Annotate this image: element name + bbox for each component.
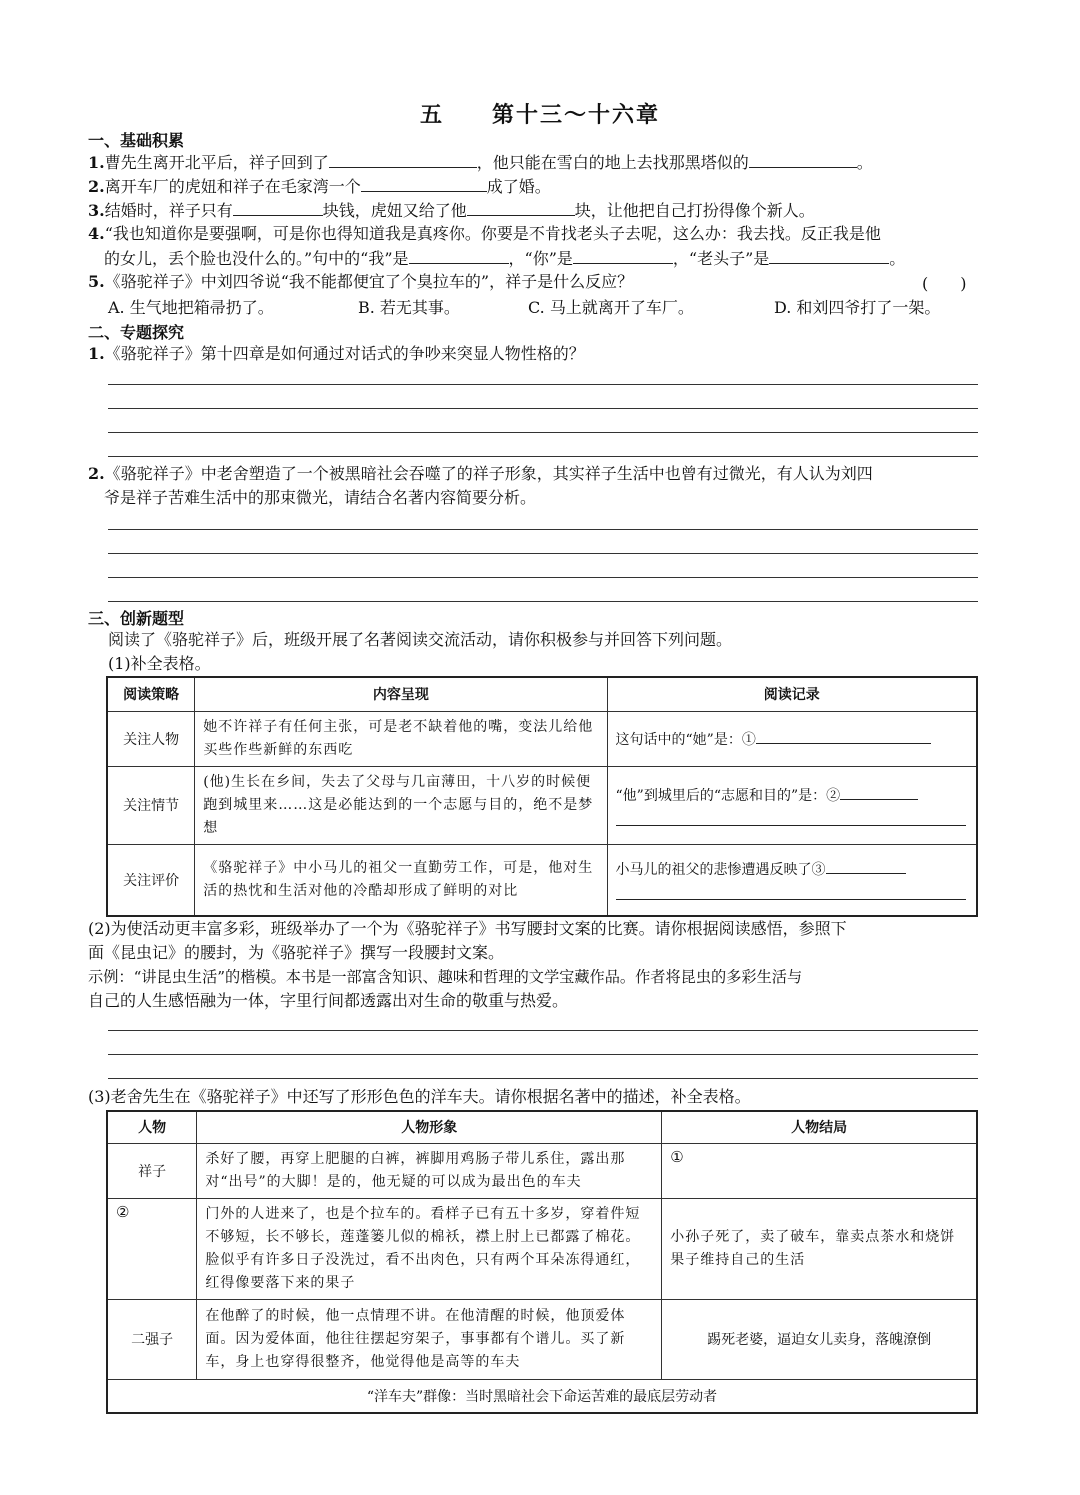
subquestion-1: (1)补全表格。 [108, 654, 211, 673]
person-cell: 二强子 [107, 1299, 197, 1379]
section-heading-inquiry: 二、专题探究 [88, 323, 185, 342]
question-1-1: 1.曹先生离开北平后，祥子回到了 ，他只能在雪白的地上去找那黑塔似的 。 [88, 153, 873, 172]
content-cell: (他)生长在乡间，失去了父母与几亩薄田，十八岁的时候便跑到城里来……这是必能达到的一个志愿与目的，绝不是梦想 [195, 766, 607, 844]
answer-blank[interactable] [826, 859, 906, 874]
answer-line[interactable] [108, 408, 978, 409]
question-2-2-cont: 爷是祥子苦难生活中的那束微光，请结合名著内容简要分析。 [104, 488, 537, 507]
answer-blank[interactable] [749, 151, 857, 168]
ending-cell[interactable]: ① [662, 1143, 977, 1198]
section-heading-basics: 一、基础积累 [88, 131, 185, 150]
question-1-4: 4.“我也知道你是要强啊，可是你也得知道我是真疼你。你要是不肯找老头子去呢，这么办：我去找。反正我是他 [88, 224, 881, 243]
record-cell[interactable]: “他”到城里后的“志愿和目的”是：② [607, 766, 977, 844]
answer-line[interactable] [108, 529, 978, 530]
person-cell[interactable]: ② [107, 1198, 197, 1299]
table-row [107, 844, 977, 916]
table-row [107, 1198, 977, 1299]
table-row [107, 766, 977, 844]
table-header: 人物结局 [662, 1111, 977, 1143]
person-cell: 祥子 [107, 1143, 197, 1198]
table-header: 阅读策略 [107, 677, 195, 711]
reading-strategy-table [106, 676, 978, 917]
table-footer-row [107, 1379, 977, 1413]
subquestion-2-cont: 面《昆虫记》的腰封，为《骆驼祥子》撰写一段腰封文案。 [88, 943, 505, 962]
answer-blank[interactable] [467, 199, 575, 216]
answer-line[interactable] [108, 432, 978, 433]
table-row [107, 711, 977, 766]
answer-blank[interactable] [361, 175, 487, 192]
chapter-range: 第十三～十六章 [492, 103, 661, 128]
answer-line[interactable] [108, 1078, 978, 1079]
answer-blank[interactable] [616, 807, 966, 826]
question-2-1: 1.《骆驼祥子》第十四章是如何通过对话式的争吵来突显人物性格的？ [88, 344, 585, 363]
option-c: C. 马上就离开了车厂。 [528, 298, 694, 317]
table-row [107, 1299, 977, 1379]
answer-line[interactable] [108, 384, 978, 385]
table-footer: “洋车夫”群像：当时黑暗社会下命运苦难的最底层劳动者 [107, 1379, 977, 1413]
choice-answer-paren[interactable]: ( ) [922, 274, 967, 293]
record-cell[interactable]: 这句话中的“她”是：① [607, 711, 977, 766]
content-cell: 《骆驼祥子》中小马儿的祖父一直勤劳工作，可是，他对生活的热忱和生活对他的冷酷却形成了鲜明的对比 [195, 844, 607, 916]
subquestion-3: (3)老舍先生在《骆驼祥子》中还写了形形色色的洋车夫。请你根据名著中的描述，补全表格。 [88, 1087, 751, 1106]
example-text-cont: 自己的人生感悟融为一体，字里行间都透露出对生命的敬重与热爱。 [88, 991, 569, 1010]
table-header: 人物 [107, 1111, 197, 1143]
answer-line[interactable] [108, 577, 978, 578]
strategy-cell: 关注评价 [107, 844, 195, 916]
table-header: 内容呈现 [195, 677, 607, 711]
answer-blank[interactable] [616, 881, 966, 900]
answer-line[interactable] [108, 456, 978, 457]
option-d: D. 和刘四爷打了一架。 [774, 298, 941, 317]
subquestion-2: (2)为使活动更丰富多彩，班级举办了一个为《骆驼祥子》书写腰封文案的比赛。请你根据阅读感悟，参照下 [88, 919, 847, 938]
question-1-3: 3.结婚时，祥子只有 块钱，虎妞又给了他 块，让他把自己打扮得像个新人。 [88, 201, 815, 220]
answer-blank[interactable] [769, 247, 889, 264]
question-1-5: 5.《骆驼祥子》中刘四爷说“我不能都便宜了个臭拉车的”，祥子是什么反应？ [88, 272, 634, 291]
question-2-2: 2.《骆驼祥子》中老舍塑造了一个被黑暗社会吞噬了的祥子形象，其实祥子生活中也曾有过微光，有人认为刘四 [88, 464, 873, 483]
example-text: 示例：“讲昆虫生活”的楷模。本书是一部富含知识、趣味和哲理的文学宝藏作品。作者将昆虫的多彩生活与 [88, 968, 803, 986]
table-header: 人物形象 [197, 1111, 662, 1143]
answer-line[interactable] [108, 553, 978, 554]
image-cell: 门外的人进来了，也是个拉车的。看样子已有五十多岁，穿着件短不够短，长不够长，莲蓬篓儿似的棉袄，襟上肘上已都露了棉花。脸似乎有许多日子没洗过，看不出肉色，只有两个耳朵冻得通红，红得像要落下来的果子 [197, 1198, 662, 1299]
section3-intro: 阅读了《骆驼祥子》后，班级开展了名著阅读交流活动，请你积极参与并回答下列问题。 [108, 630, 733, 649]
strategy-cell: 关注人物 [107, 711, 195, 766]
answer-blank[interactable] [233, 199, 323, 216]
image-cell: 在他醉了的时候，他一点情理不讲。在他清醒的时候，他顶爱体面。因为爱体面，他往往摆起穷架子，事事都有个谱儿。买了新车，身上也穿得很整齐，他觉得他是高等的车夫 [197, 1299, 662, 1379]
question-1-4-cont: 的女儿，丢个脸也没什么的。”句中的“我”是 ，“你”是 ，“老头子”是 。 [104, 249, 906, 268]
answer-blank[interactable] [573, 247, 673, 264]
answer-line[interactable] [108, 1054, 978, 1055]
image-cell: 杀好了腰，再穿上肥腿的白裤，裤脚用鸡肠子带儿系住，露出那对“出号”的大脚！是的，他无疑的可以成为最出色的车夫 [197, 1143, 662, 1198]
table-header: 阅读记录 [607, 677, 977, 711]
content-cell: 她不许祥子有任何主张，可是老不缺着他的嘴，变法儿给他买些作些新鲜的东西吃 [195, 711, 607, 766]
option-a: A. 生气地把箱帚扔了。 [108, 298, 274, 317]
page-title [0, 98, 1080, 129]
question-1-2: 2.离开车厂的虎妞和祥子在毛家湾一个 成了婚。 [88, 177, 551, 196]
record-cell[interactable]: 小马儿的祖父的悲惨遭遇反映了③ [607, 844, 977, 916]
rickshaw-puller-table [106, 1110, 978, 1414]
answer-line[interactable] [108, 1030, 978, 1031]
part-number: 五 [419, 103, 444, 128]
ending-cell: 小孙子死了，卖了破车，靠卖点茶水和烧饼果子维持自己的生活 [662, 1198, 977, 1299]
answer-blank[interactable] [840, 785, 918, 800]
answer-blank[interactable] [409, 247, 509, 264]
table-row [107, 1143, 977, 1198]
section-heading-innovation: 三、创新题型 [88, 609, 185, 628]
strategy-cell: 关注情节 [107, 766, 195, 844]
answer-line[interactable] [108, 601, 978, 602]
answer-blank[interactable] [756, 729, 931, 744]
ending-cell: 踢死老婆，逼迫女儿卖身，落魄潦倒 [662, 1299, 977, 1379]
option-b: B. 若无其事。 [358, 298, 460, 317]
answer-blank[interactable] [329, 151, 477, 168]
